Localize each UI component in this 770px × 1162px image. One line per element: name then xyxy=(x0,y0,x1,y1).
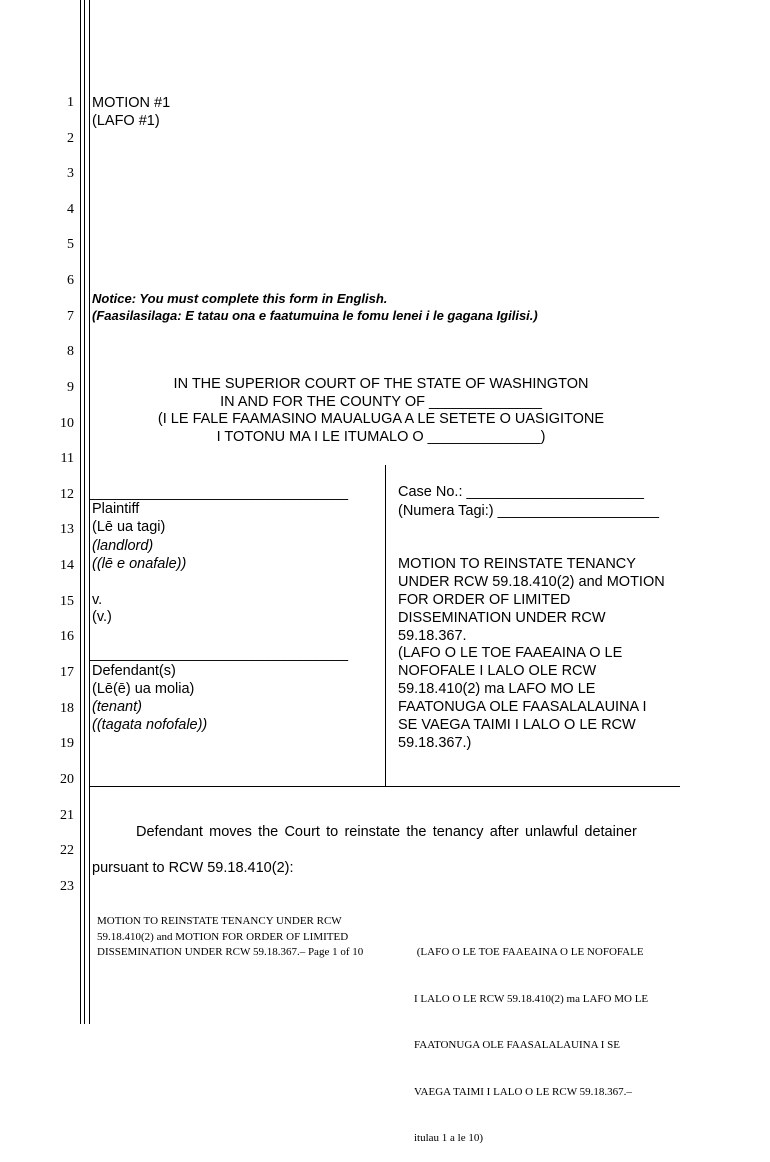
line-number: 9 xyxy=(67,380,74,395)
motion-title-line: (LAFO O LE TOE FAAEAINA O LE xyxy=(398,645,623,661)
line-number: 17 xyxy=(60,665,74,680)
court-heading-line1: IN THE SUPERIOR COURT OF THE STATE OF WASHINGTON xyxy=(173,376,589,392)
footer-line: itulau 1 a le 10) xyxy=(414,1132,484,1144)
line-number: 22 xyxy=(60,843,74,858)
motion-title-line: FAATONUGA OLE FAASALALAUINA I xyxy=(398,699,647,715)
notice-samoan: (Faasilasilaga: E tatau ona e faatumuina le fomu lenei i le gagana Igilisi.) xyxy=(92,308,538,323)
footer-english xyxy=(97,914,363,961)
caption-divider xyxy=(385,465,386,786)
line-number: 10 xyxy=(60,416,74,431)
defendant-label: Defendant(s) xyxy=(92,663,176,679)
line-number: 11 xyxy=(60,451,74,466)
versus-label: v. xyxy=(92,592,103,608)
line-number: 15 xyxy=(60,594,74,609)
tenant-label-samoan: ((tagata nofofale)) xyxy=(92,717,208,733)
motion-title-line: FOR ORDER OF LIMITED xyxy=(398,592,571,608)
case-number-field-samoan[interactable]: (Numera Tagi:) ____________________ xyxy=(398,503,659,519)
tenant-label: (tenant) xyxy=(92,699,142,715)
line-number: 5 xyxy=(67,237,74,252)
landlord-label-samoan: ((lē e onafale)) xyxy=(92,556,187,572)
footer-line: DISSEMINATION UNDER RCW 59.18.367.– Page 1 of 10 xyxy=(97,946,364,958)
plaintiff-label: Plaintiff xyxy=(92,501,140,517)
motion-title-line: 59.18.410(2) ma LAFO MO LE xyxy=(398,681,596,697)
line-number: 18 xyxy=(60,701,74,716)
line-number: 6 xyxy=(67,273,74,288)
footer-line: I LALO O LE RCW 59.18.410(2) ma LAFO MO LE xyxy=(414,992,649,1005)
line-number: 16 xyxy=(60,629,74,644)
body-paragraph-line2: pursuant to RCW 59.18.410(2): xyxy=(92,860,294,876)
case-number-field[interactable]: Case No.: ______________________ xyxy=(398,484,644,500)
landlord-label: (landlord) xyxy=(92,538,154,554)
plaintiff-name-blank[interactable]: ________________________________ xyxy=(90,485,349,501)
versus-label-samoan: (v.) xyxy=(92,609,112,625)
line-number: 1 xyxy=(67,95,74,110)
defendant-name-blank[interactable]: ________________________________ xyxy=(90,646,349,662)
line-number: 8 xyxy=(67,344,74,359)
motion-title-line: NOFOFALE I LALO OLE RCW xyxy=(398,663,597,679)
line-number: 2 xyxy=(67,131,74,146)
line-number: 13 xyxy=(60,522,74,537)
notice-english: Notice: You must complete this form in English. xyxy=(92,291,388,306)
margin-rule-outer xyxy=(80,0,81,1024)
line-number: 14 xyxy=(60,558,74,573)
motion-title-line: DISSEMINATION UNDER RCW xyxy=(398,610,606,626)
line-number: 4 xyxy=(67,202,74,217)
footer-line: MOTION TO REINSTATE TENANCY UNDER RCW xyxy=(97,915,342,927)
line-number: 20 xyxy=(60,772,74,787)
defendant-label-samoan: (Lē(ē) ua molia) xyxy=(92,681,195,697)
caption-bottom-rule xyxy=(90,786,680,787)
footer-line: 59.18.410(2) and MOTION FOR ORDER OF LIMITED xyxy=(97,930,349,943)
line-number: 3 xyxy=(67,166,74,181)
court-heading-line2: IN AND FOR THE COUNTY OF ______________ xyxy=(220,394,542,410)
footer-samoan xyxy=(414,914,648,1162)
line-number: 19 xyxy=(60,736,74,751)
court-heading-line3: (I LE FALE FAAMASINO MAUALUGA A LE SETETE O UASIGITONE xyxy=(157,411,605,427)
footer-line: (LAFO O LE TOE FAAEAINA O LE NOFOFALE xyxy=(414,946,644,958)
motion-title-line: UNDER RCW 59.18.410(2) and MOTION xyxy=(398,574,665,590)
motion-number-samoan: (LAFO #1) xyxy=(92,113,160,129)
body-paragraph-line1: Defendant moves the Court to reinstate the tenancy after unlawful detainer xyxy=(136,824,637,840)
footer-line: FAATONUGA OLE FAASALALAUINA I SE xyxy=(414,1039,620,1051)
margin-rule-inner xyxy=(89,0,90,1024)
motion-title-line: 59.18.367. xyxy=(398,628,467,644)
line-number: 12 xyxy=(60,487,74,502)
footer-line: VAEGA TAIMI I LALO O LE RCW 59.18.367.– xyxy=(414,1085,632,1098)
motion-title-line: 59.18.367.) xyxy=(398,735,472,751)
margin-rule-middle xyxy=(84,0,85,1024)
line-number: 21 xyxy=(60,808,74,823)
motion-number: MOTION #1 xyxy=(92,95,171,111)
motion-title-line: MOTION TO REINSTATE TENANCY xyxy=(398,556,636,572)
court-heading-line4: I TOTONU MA I LE ITUMALO O ______________) xyxy=(216,429,546,445)
line-number: 7 xyxy=(67,309,74,324)
plaintiff-label-samoan: (Lē ua tagi) xyxy=(92,519,166,535)
line-number: 23 xyxy=(60,879,74,894)
motion-title-line: SE VAEGA TAIMI I LALO O LE RCW xyxy=(398,717,636,733)
